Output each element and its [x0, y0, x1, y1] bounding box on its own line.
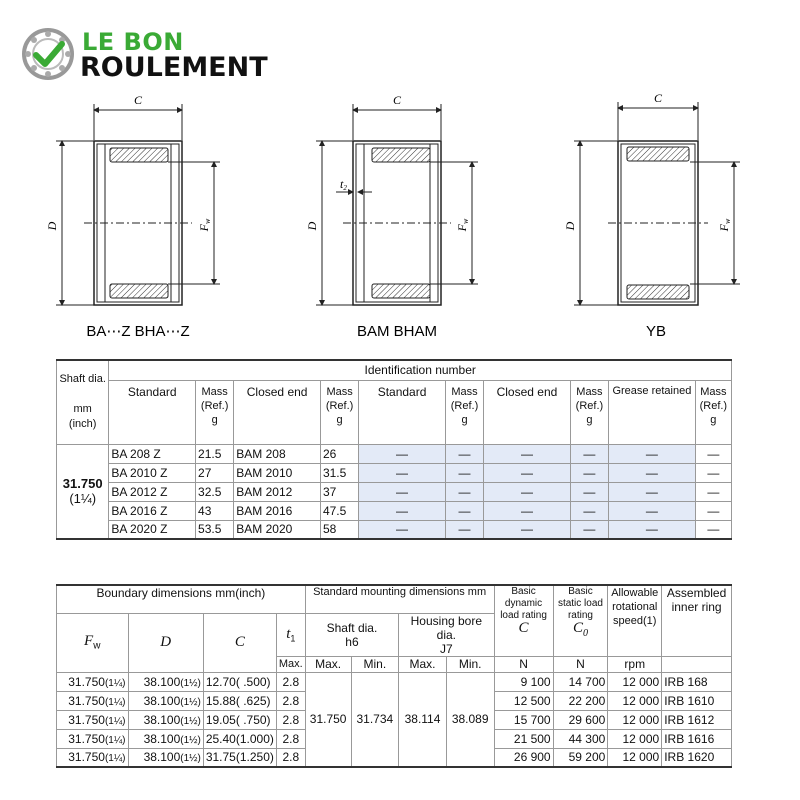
- table-cell: —: [484, 444, 571, 463]
- table-row: [57, 501, 732, 520]
- col-closed-end: Closed end: [234, 380, 321, 444]
- caption-yb: YB: [645, 323, 667, 340]
- label-c-1: C: [133, 93, 143, 107]
- t1-header: $t_1$: [276, 613, 305, 656]
- table-cell: [351, 672, 399, 767]
- table-cell: BA 208 Z: [109, 444, 196, 463]
- table-cell: 22 200: [553, 691, 608, 710]
- table-cell: —: [570, 482, 608, 501]
- label-fw-2: Fw: [455, 218, 470, 232]
- table-cell: 27: [196, 463, 234, 482]
- table-cell: [305, 672, 351, 767]
- table-cell: —: [695, 482, 731, 501]
- table-cell: 9 100: [494, 672, 553, 691]
- table-cell: 31.750(1¼): [57, 729, 129, 748]
- table-cell: —: [570, 520, 608, 539]
- inner-ring-header: Assembled inner ring: [662, 585, 732, 656]
- shaft-dia-header: Shaft dia. mm (inch): [57, 360, 109, 444]
- table-cell: —: [609, 482, 696, 501]
- inner-ring-blank: [662, 656, 732, 672]
- brand-logo: [22, 26, 302, 86]
- table-cell: 2.8: [276, 672, 305, 691]
- table-cell: 58: [320, 520, 358, 539]
- table-row: [57, 672, 732, 691]
- bearing-drawings: [0, 88, 800, 348]
- c-header: C: [203, 613, 276, 672]
- table-cell: 12 000: [608, 672, 662, 691]
- table-cell: BA 2020 Z: [109, 520, 196, 539]
- table-cell: 2.8: [276, 748, 305, 767]
- bearing-logo-icon: [22, 28, 74, 80]
- table-cell: —: [359, 501, 446, 520]
- drawing-bam: [316, 104, 478, 305]
- table-cell: 2.8: [276, 710, 305, 729]
- table-cell: —: [445, 482, 483, 501]
- table-cell: 14 700: [553, 672, 608, 691]
- table-cell: 37: [320, 482, 358, 501]
- caption-ba-z: BA⋯Z BHA⋯Z: [86, 323, 190, 340]
- label-fw-1: Fw: [197, 218, 212, 232]
- table-cell: —: [609, 444, 696, 463]
- housing-min: Min.: [446, 656, 494, 672]
- d-header: D: [128, 613, 203, 672]
- table-cell: 38.100(1½): [128, 748, 203, 767]
- table-cell: 26 900: [494, 748, 553, 767]
- table-cell: IRB 168: [662, 672, 732, 691]
- shaft-max-value: 31.750: [309, 712, 347, 727]
- table-cell: 19.05( .750): [203, 710, 276, 729]
- table-cell: —: [570, 463, 608, 482]
- table-cell: —: [445, 501, 483, 520]
- table-cell: 32.5: [196, 482, 234, 501]
- table-cell: —: [484, 463, 571, 482]
- table-cell: 38.100(1½): [128, 729, 203, 748]
- table-cell: 15 700: [494, 710, 553, 729]
- table-cell: 15.88( .625): [203, 691, 276, 710]
- col-mass-2: Mass (Ref.) g: [320, 380, 358, 444]
- table-cell: 21 500: [494, 729, 553, 748]
- t1-max: Max.: [276, 656, 305, 672]
- dynamic-load-header: Basic dynamic load rating C: [494, 585, 553, 656]
- mounting-dimensions-header: Standard mounting dimensions mm: [305, 585, 494, 613]
- table-cell: —: [484, 482, 571, 501]
- table-cell: 25.40(1.000): [203, 729, 276, 748]
- col-mass-4: Mass (Ref.) g: [570, 380, 608, 444]
- table-cell: —: [609, 463, 696, 482]
- unit-rpm: rpm: [608, 656, 662, 672]
- table-cell: —: [695, 463, 731, 482]
- table-cell: —: [570, 444, 608, 463]
- boundary-dimensions-header: Boundary dimensions mm(inch): [57, 585, 306, 613]
- housing-bore-j7: Housing bore dia. J7: [399, 613, 494, 656]
- id-number-header: Identification number: [109, 360, 732, 380]
- col-grease-retained: Grease retained: [609, 380, 696, 444]
- identification-table: [56, 359, 732, 540]
- table-cell: —: [359, 482, 446, 501]
- table-cell: BAM 2020: [234, 520, 321, 539]
- table-cell: IRB 1620: [662, 748, 732, 767]
- table-cell: BA 2010 Z: [109, 463, 196, 482]
- label-d-1: D: [45, 221, 59, 231]
- caption-bam: BAM BHAM: [356, 323, 438, 340]
- table-cell: —: [359, 444, 446, 463]
- shaft-min-value: 31.734: [356, 712, 394, 727]
- table-cell: 38.100(1½): [128, 710, 203, 729]
- table-cell: 12 000: [608, 691, 662, 710]
- label-fw-3: Fw: [717, 218, 732, 232]
- housing-min-value: 38.089: [451, 712, 489, 727]
- brand-line2: ROULEMENT: [80, 52, 268, 83]
- table-row: [57, 463, 732, 482]
- table-cell: 31.75(1.250): [203, 748, 276, 767]
- table-row: [57, 482, 732, 501]
- table-cell: —: [445, 463, 483, 482]
- table-cell: 12 000: [608, 710, 662, 729]
- col-mass-5: Mass (Ref.) g: [695, 380, 731, 444]
- table-cell: 31.750(1¼): [57, 672, 129, 691]
- label-d-2: D: [305, 221, 319, 231]
- col-mass-3: Mass (Ref.) g: [445, 380, 483, 444]
- table-cell: —: [484, 520, 571, 539]
- table-cell: —: [359, 463, 446, 482]
- allowable-speed-header: Allowable rotational speed(1): [608, 585, 662, 656]
- unit-n-2: N: [553, 656, 608, 672]
- table-cell: 44 300: [553, 729, 608, 748]
- table-cell: —: [445, 520, 483, 539]
- drawing-ba-z: [56, 104, 220, 305]
- housing-max: Max.: [399, 656, 447, 672]
- label-t2: t2: [340, 177, 347, 192]
- table-cell: 31.750(1¼): [57, 710, 129, 729]
- table-cell: BAM 2010: [234, 463, 321, 482]
- table-cell: —: [445, 444, 483, 463]
- table-cell: BA 2012 Z: [109, 482, 196, 501]
- table-cell: 26: [320, 444, 358, 463]
- housing-max-value: 38.114: [404, 712, 441, 727]
- col-standard-2: Standard: [359, 380, 446, 444]
- table-cell: 12.70( .500): [203, 672, 276, 691]
- table-cell: IRB 1616: [662, 729, 732, 748]
- table-cell: 38.100(1½): [128, 672, 203, 691]
- label-c-3: C: [653, 91, 663, 105]
- unit-n-1: N: [494, 656, 553, 672]
- table-cell: 29 600: [553, 710, 608, 729]
- table-cell: 12 500: [494, 691, 553, 710]
- table-cell: 31.5: [320, 463, 358, 482]
- fw-header: $F_w$: [57, 613, 129, 672]
- col-mass-1: Mass (Ref.) g: [196, 380, 234, 444]
- table-cell: 2.8: [276, 729, 305, 748]
- table-row: [57, 444, 732, 463]
- shaft-max: Max.: [305, 656, 351, 672]
- table-cell: 47.5: [320, 501, 358, 520]
- table-row: [57, 520, 732, 539]
- table-cell: BAM 2012: [234, 482, 321, 501]
- table-cell: —: [695, 501, 731, 520]
- static-load-header: Basic static load rating $C_0$: [553, 585, 608, 656]
- table-cell: 53.5: [196, 520, 234, 539]
- table-cell: 31.750(1¼): [57, 691, 129, 710]
- table-cell: 31.750(1¼): [57, 748, 129, 767]
- brand-line1: LE BON: [82, 28, 184, 56]
- shaft-value: 31.750 (1¼): [57, 444, 109, 539]
- table-cell: 43: [196, 501, 234, 520]
- table-cell: IRB 1612: [662, 710, 732, 729]
- table-cell: [399, 672, 447, 767]
- table-cell: —: [609, 501, 696, 520]
- table-cell: —: [359, 520, 446, 539]
- table-cell: —: [570, 501, 608, 520]
- table-cell: 21.5: [196, 444, 234, 463]
- table-cell: 38.100(1½): [128, 691, 203, 710]
- table-cell: BA 2016 Z: [109, 501, 196, 520]
- label-c-2: C: [392, 93, 402, 107]
- table-cell: [446, 672, 494, 767]
- table-cell: 12 000: [608, 748, 662, 767]
- shaft-dia-h6: Shaft dia. h6: [305, 613, 398, 656]
- table-cell: 12 000: [608, 729, 662, 748]
- label-d-3: D: [563, 221, 577, 231]
- shaft-min: Min.: [351, 656, 399, 672]
- dimensions-table: [56, 584, 732, 768]
- table-cell: BAM 2016: [234, 501, 321, 520]
- table-cell: IRB 1610: [662, 691, 732, 710]
- table-cell: —: [609, 520, 696, 539]
- table-cell: 59 200: [553, 748, 608, 767]
- col-standard: Standard: [109, 380, 196, 444]
- table-cell: 2.8: [276, 691, 305, 710]
- table-cell: —: [695, 520, 731, 539]
- table-cell: —: [695, 444, 731, 463]
- table-cell: BAM 208: [234, 444, 321, 463]
- drawing-yb: [574, 102, 740, 305]
- table-cell: —: [484, 501, 571, 520]
- col-closed-end-2: Closed end: [484, 380, 571, 444]
